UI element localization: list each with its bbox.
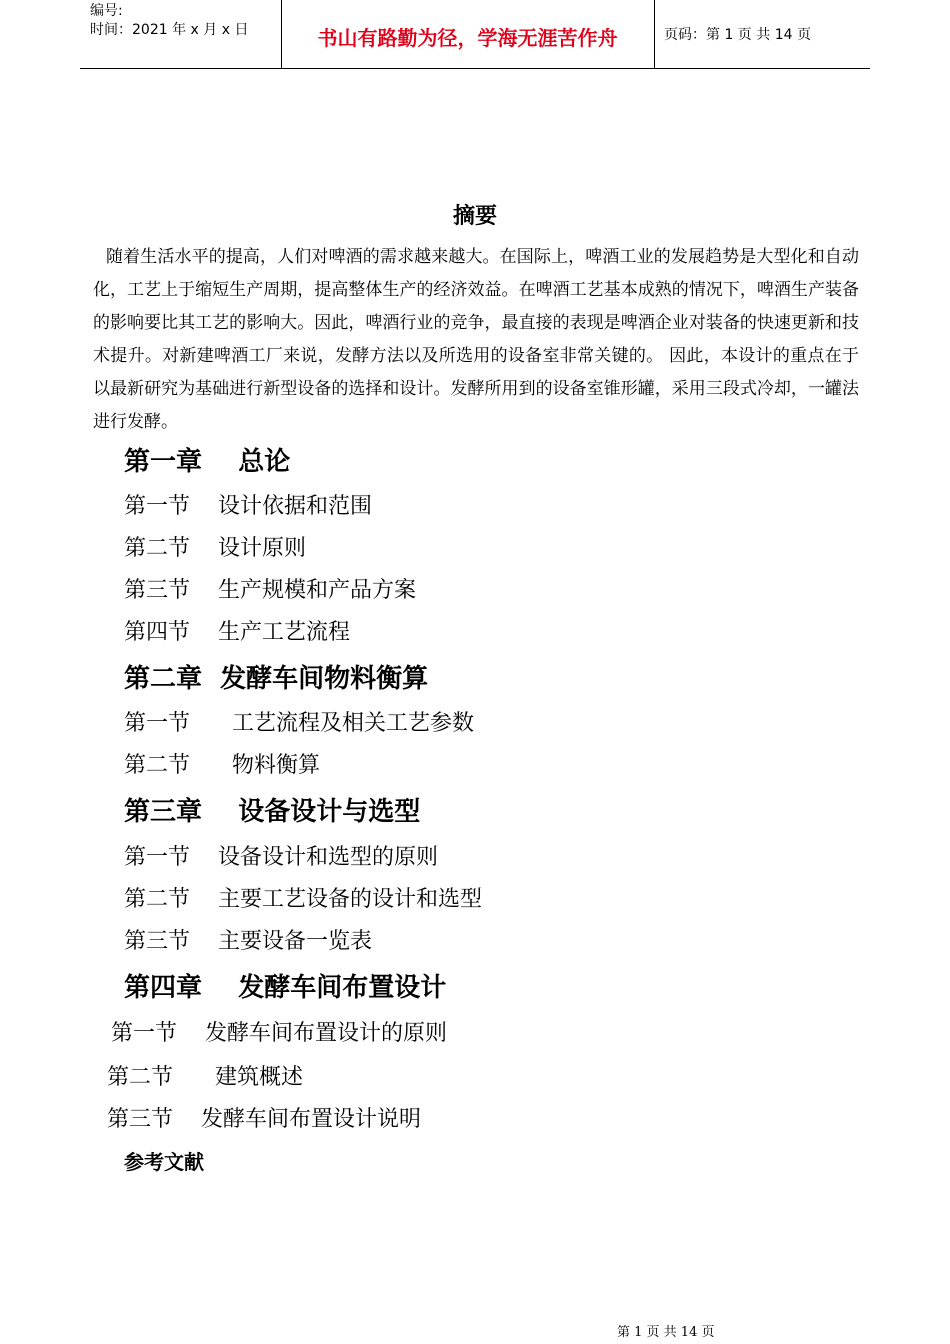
- header-meta-cell: [80, 0, 282, 68]
- toc-section-3-3: 第三节 主要设备一览表: [124, 929, 372, 954]
- toc-section-1-2: 第二节 设计原则: [124, 536, 306, 561]
- page-header: [80, 0, 870, 69]
- abstract-body: 随着生活水平的提高，人们对啤酒的需求越来越大。在国际上，啤酒工业的发展趋势是大型化和自动化，工艺上于缩短生产周期，提高整体生产的经济效益。在啤酒工艺基本成熟的情况下，啤酒生产装备的影响要比其工艺的影响大。因此，啤酒行业的竞争，最直接的表现是啤酒企业对装备的快速更新和技术提升。对新建啤酒工厂来说，发酵方法以及所选用的设备室非常关键的。 因此，本设计的重点在于以最新研究为基础进行新型设备的选择和设计。发酵所用到的设备室锥形罐，采用三段式冷却，一罐法进行发酵。: [93, 247, 859, 432]
- toc-section-4-3: 第三节 发酵车间布置设计说明: [107, 1107, 421, 1132]
- toc-section-4-2: 第二节 建筑概述: [107, 1065, 303, 1090]
- toc-section-1-3: 第三节 生产规模和产品方案: [124, 578, 416, 603]
- document-time-label: 时间：2021 年 x 月 x 日: [90, 22, 249, 38]
- toc-chapter-4: 第四章 发酵车间布置设计: [124, 973, 447, 1003]
- toc-section-4-1: 第一节 发酵车间布置设计的原则: [111, 1021, 447, 1046]
- toc-chapter-2: 第二章 发酵车间物料衡算: [124, 664, 429, 694]
- header-page-cell: [655, 0, 870, 68]
- toc-section-2-2: 第二节 物料衡算: [124, 753, 320, 778]
- header-motto: 书山有路勤为径，学海无涯苦作舟: [317, 26, 618, 50]
- toc-section-3-2: 第二节 主要工艺设备的设计和选型: [124, 887, 482, 912]
- document-code-label: 编号:: [90, 3, 123, 19]
- toc-chapter-3: 第三章 设备设计与选型: [124, 797, 421, 827]
- toc-references: 参考文献: [124, 1150, 204, 1174]
- header-page-info: 页码：第 1 页 共 14 页: [664, 27, 811, 43]
- header-motto-cell: [281, 0, 655, 68]
- toc-section-1-1: 第一节 设计依据和范围: [124, 494, 372, 519]
- toc-section-1-4: 第四节 生产工艺流程: [124, 620, 350, 645]
- toc-chapter-1: 第一章 总论: [124, 447, 291, 477]
- toc-section-3-1: 第一节 设备设计和选型的原则: [124, 845, 438, 870]
- toc-section-2-1: 第一节 工艺流程及相关工艺参数: [124, 711, 474, 736]
- footer-page-number: 第 1 页 共 14 页: [617, 1325, 715, 1340]
- abstract-title: 摘要: [452, 204, 497, 229]
